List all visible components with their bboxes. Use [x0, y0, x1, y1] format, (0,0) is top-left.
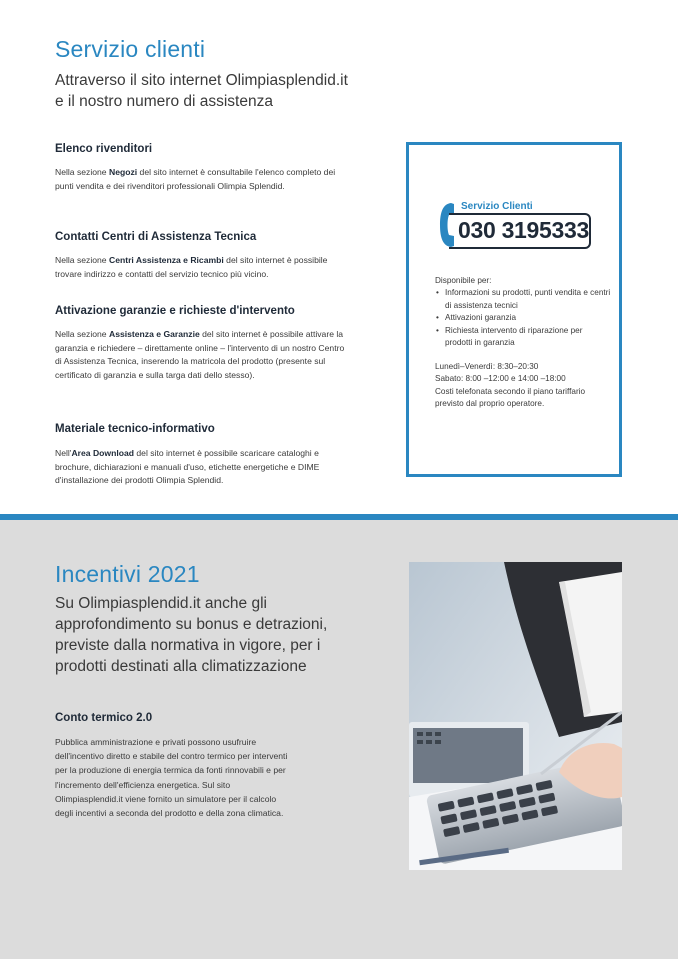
cost-note: Costi telefonata secondo il piano tariffario previsto dal proprio operatore. — [435, 386, 586, 409]
body-bold: Area Download — [71, 448, 135, 458]
body-bold: Assistenza e Garanzie — [108, 329, 200, 339]
body-post: del sito internet è possibile scaricare cataloghi e brochure, dichiarazioni e manuali d'uso, etichette energetiche e DIME d'installazione dei prodotti Olimpia Splendid. — [55, 448, 320, 486]
availability-block — [435, 275, 611, 349]
section-heading-rivenditori: Elenco rivenditori — [55, 143, 153, 155]
phone-label: Servizio Clienti — [461, 201, 533, 212]
body-post: del sito internet è possibile attivare la garanzia e richiedere – direttamente online – l'intervento di un nostro Centro di Assistenza Tecnica, inserendo la matricola del prodotto (presente sul certificato di garanzia e sulla targa dati dello stesso). — [55, 329, 345, 380]
hours-weekdays: Lunedì–Venerdì: 8:30–20:30 — [435, 362, 539, 371]
service-list-item: • Richiesta intervento di riparazione per prodotti in garanzia — [435, 325, 611, 350]
section-body-assistenza — [55, 254, 345, 281]
page-subtitle — [55, 70, 348, 112]
available-for-label: Disponibile per: — [435, 276, 492, 285]
body-bold: Negozi — [108, 167, 138, 177]
section-heading-garanzie: Attivazione garanzie e richieste d'intervento — [55, 305, 295, 317]
incentives-subtitle-line: Su Olimpiasplendid.it anche gli — [55, 595, 267, 612]
service-list — [435, 287, 611, 349]
incentives-subtitle-line: previste dalla normativa in vigore, per i — [55, 637, 321, 654]
hours-saturday: Sabato: 8:00 –12:00 e 14:00 –18:00 — [435, 374, 566, 384]
contact-box — [406, 142, 622, 477]
service-list-item: • Attivazioni garanzia — [435, 312, 611, 324]
page-title: Servizio clienti — [55, 36, 206, 62]
service-list-item: • Informazioni su prodotti, punti vendita e centri di assistenza tecnici — [435, 287, 611, 312]
incentives-subtitle-line: approfondimento su bonus e detrazioni, — [55, 616, 328, 633]
calculator-photo — [409, 562, 622, 870]
section-body-materiale — [55, 447, 345, 488]
incentives-subtitle — [55, 593, 327, 677]
section-body-rivenditori — [55, 166, 345, 193]
section-heading-assistenza: Contatti Centri di Assistenza Tecnica — [55, 231, 257, 243]
subtitle-line-2: e il nostro numero di assistenza — [55, 93, 273, 110]
body-post: del sito internet è possibile trovare indirizzo e contatti del servizio tecnico più vicino. — [55, 255, 328, 279]
phone-block — [437, 200, 597, 252]
section-heading-materiale: Materiale tecnico-informativo — [55, 423, 215, 435]
body-pre: Nella sezione — [55, 167, 109, 177]
body-post: del sito internet è consultabile l'elenco completo dei punti vendita e dei rivenditori professionali Olimpia Splendid. — [55, 167, 336, 191]
calculator-photo-illustration — [409, 562, 622, 870]
body-pre: Nella sezione — [55, 329, 109, 339]
hours-block — [435, 361, 611, 411]
conto-termico-body: Pubblica amministrazione e privati possono usufruire dell'incentivo diretto e stabile del contro termico per interventi per la produzione di energia termica da fonti rinnovabili e per l'incremento dell'efficienza energetica. Sul sito Olimpiasplendid.it viene fornito un simulatore per il calcolo degli incentivi a seconda del prodotto e della zona climatica. — [55, 737, 288, 819]
conto-termico-heading: Conto termico 2.0 — [55, 712, 153, 724]
subtitle-line-1: Attraverso il sito internet Olimpiasplendid.it — [55, 72, 348, 89]
incentives-subtitle-line: prodotti destinati alla climatizzazione — [55, 658, 307, 675]
body-pre: Nell' — [55, 448, 72, 458]
incentives-title: Incentivi 2021 — [55, 561, 200, 587]
section-body-garanzie — [55, 328, 345, 382]
body-pre: Nella sezione — [55, 255, 109, 265]
body-bold: Centri Assistenza e Ricambi — [108, 255, 224, 265]
phone-number[interactable]: 030 3195333 — [458, 217, 590, 243]
